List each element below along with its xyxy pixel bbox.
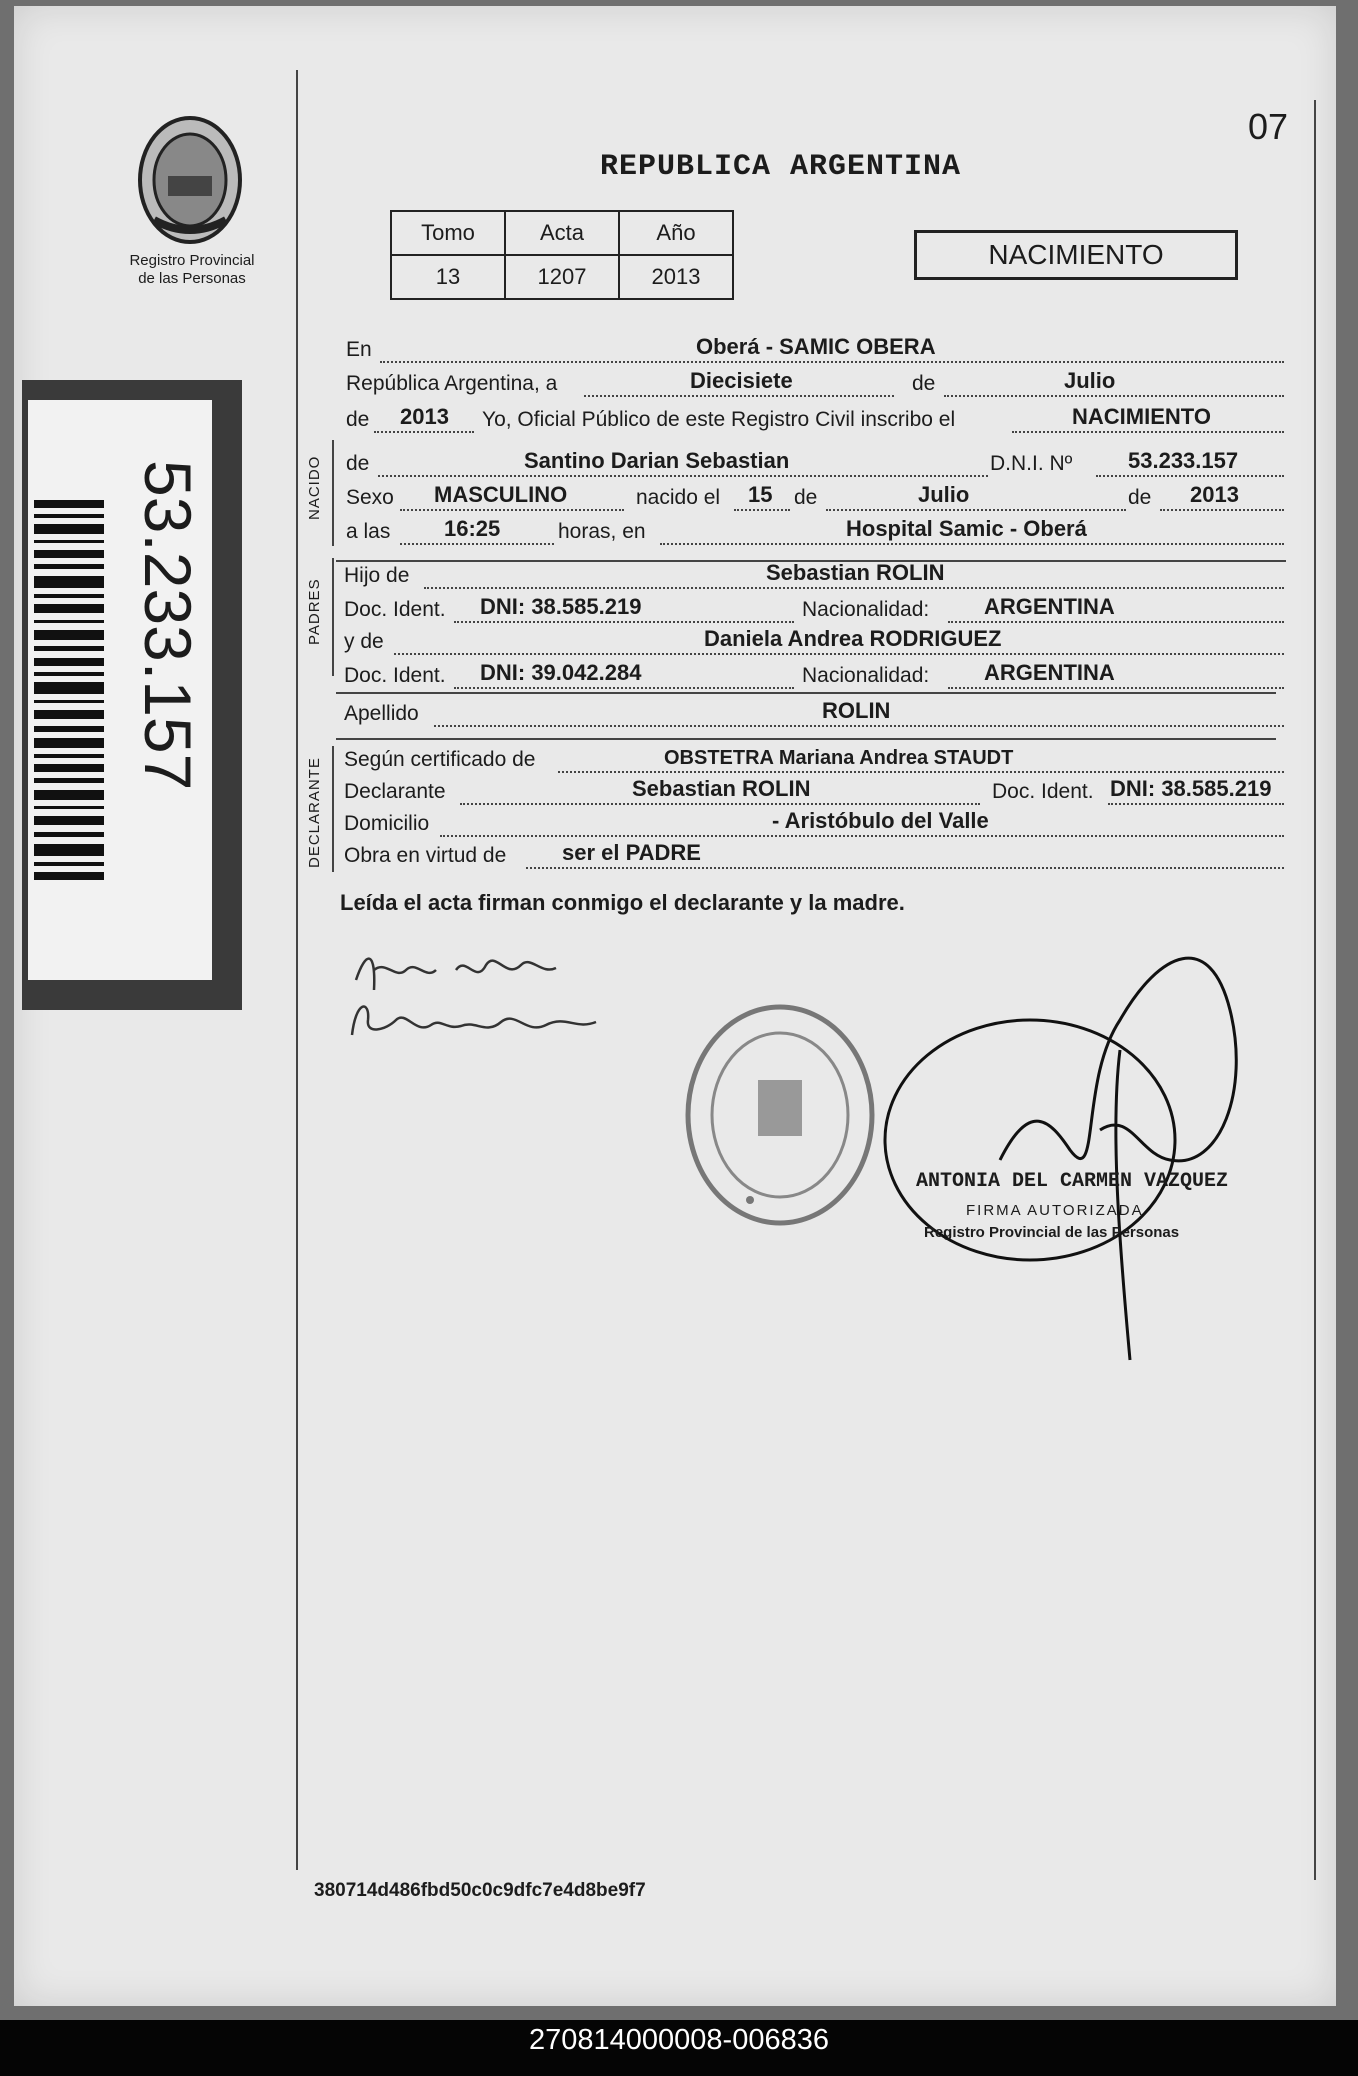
horas-en-label: horas, en: [558, 520, 646, 543]
en-label: En: [346, 338, 372, 361]
anio-header: Año: [619, 211, 733, 255]
domicilio-value: - Aristóbulo del Valle: [772, 808, 989, 833]
anio-value: 2013: [400, 404, 449, 429]
row-republica: [344, 368, 1284, 402]
handwritten-signature-icon: [346, 940, 626, 1050]
nombre-de-label: de: [346, 452, 370, 475]
row-declarante: [344, 776, 1284, 810]
en-value: Oberá - SAMIC OBERA: [696, 334, 936, 359]
madre-value: Daniela Andrea RODRIGUEZ: [704, 626, 1002, 651]
madre-doc-label: Doc. Ident.: [344, 664, 446, 687]
dia-value: Diecisiete: [690, 368, 793, 393]
certificado-value: OBSTETRA Mariana Andrea STAUDT: [664, 747, 1014, 769]
madre-nac-label: Nacionalidad:: [802, 664, 930, 687]
anio-value: 2013: [619, 255, 733, 299]
row-hijo-de: [344, 560, 1284, 594]
obra-label: Obra en virtud de: [344, 844, 507, 867]
official-name: ANTONIA DEL CARMEN VAZQUEZ: [916, 1170, 1229, 1193]
nac-de-label: de: [794, 486, 818, 509]
declarante-value: Sebastian ROLIN: [632, 776, 811, 801]
apellido-label: Apellido: [344, 702, 419, 725]
row-inscribo: [344, 404, 1284, 438]
section-nacido: NACIDO: [306, 455, 323, 520]
misiones-logo: [130, 110, 250, 250]
row-certificado: [344, 744, 1284, 778]
official-office: Registro Provincial de las Personas: [924, 1224, 1180, 1241]
page-number: 07: [1248, 106, 1289, 147]
barcode-label: [28, 400, 212, 980]
row-madre-dni: [344, 660, 1284, 694]
inscribo-label: Yo, Oficial Público de este Registro Civil inscribo el: [482, 408, 956, 431]
barcode-icon: [34, 500, 114, 900]
declarante-label: Declarante: [344, 780, 446, 803]
official-seal: [680, 1000, 880, 1230]
row-apellido: [344, 698, 1284, 732]
padre-doc-label: Doc. Ident.: [344, 598, 446, 621]
declarante-dni: DNI: 38.585.219: [1110, 776, 1272, 801]
row-sexo: [344, 482, 1284, 516]
dni-value: 53.233.157: [1128, 448, 1239, 473]
padre-value: Sebastian ROLIN: [766, 560, 945, 585]
document-code: 270814000008-006836: [529, 2024, 829, 2056]
nac-de2-label: de: [1128, 486, 1152, 509]
tomo-value: 13: [391, 255, 505, 299]
row-y-de: [344, 626, 1284, 660]
section-declarante: DECLARANTE: [306, 757, 323, 868]
official-signature: [880, 930, 1300, 1370]
apellido-divider: [336, 738, 1276, 740]
nombre-value: Santino Darian Sebastian: [524, 448, 790, 473]
hijo-de-label: Hijo de: [344, 564, 410, 587]
republica-label: República Argentina, a: [346, 372, 558, 395]
row-en: [344, 334, 1284, 368]
a-las-label: a las: [346, 520, 391, 543]
sexo-value: MASCULINO: [434, 482, 568, 507]
row-domicilio: [344, 808, 1284, 842]
y-de-label: y de: [344, 630, 384, 653]
declarant-signature: [346, 940, 626, 1050]
padre-dni: DNI: 38.585.219: [480, 594, 642, 619]
declarante-bracket: [332, 746, 334, 872]
official-signature-icon: [880, 930, 1300, 1370]
declarante-doc-label: Doc. Ident.: [992, 780, 1094, 803]
nacido-bracket: [332, 440, 334, 546]
mes-value: Julio: [1064, 368, 1116, 393]
document-hash: 380714d486fbd50c0c9dfc7e4d8be9f7: [314, 1880, 646, 1901]
row-hora: [344, 516, 1284, 550]
logo-caption-line1: Registro Provincial: [129, 252, 255, 269]
tomo-header: Tomo: [391, 211, 505, 255]
padre-nac: ARGENTINA: [984, 594, 1115, 619]
row-padre-dni: [344, 594, 1284, 628]
madre-nac: ARGENTINA: [984, 660, 1115, 685]
certificado-label: Según certificado de: [344, 748, 536, 771]
official-role: FIRMA AUTORIZADA: [966, 1202, 1144, 1219]
section-padres: PADRES: [306, 578, 323, 645]
document-title: REPUBLICA ARGENTINA: [600, 150, 962, 184]
de-label: de: [912, 372, 936, 395]
dni-label: D.N.I. Nº: [990, 452, 1073, 475]
closing-statement: Leída el acta firman conmigo el declarante y la madre.: [340, 890, 905, 915]
logo-caption: [112, 252, 272, 288]
hora-value: 16:25: [444, 516, 501, 541]
nacido-el-label: nacido el: [636, 486, 721, 509]
row-obra: [344, 840, 1284, 874]
padres-bracket: [332, 558, 334, 676]
nac-mes: Julio: [918, 482, 970, 507]
sexo-label: Sexo: [346, 486, 394, 509]
domicilio-label: Domicilio: [344, 812, 430, 835]
nac-dia: 15: [748, 482, 773, 507]
record-type-box: NACIMIENTO: [914, 230, 1238, 280]
acta-table: [390, 210, 734, 300]
seal-icon: [680, 1000, 880, 1230]
padre-nac-label: Nacionalidad:: [802, 598, 930, 621]
nac-anio: 2013: [1190, 482, 1239, 507]
logo-caption-line2: de las Personas: [138, 270, 246, 287]
lugar-value: Hospital Samic - Oberá: [846, 516, 1087, 541]
right-margin-line: [1314, 100, 1316, 1880]
row-nombre: [344, 448, 1284, 482]
left-margin-line: [296, 70, 298, 1870]
obra-value: ser el PADRE: [562, 840, 701, 865]
barcode-number: 53.233.157: [131, 460, 205, 791]
acta-header: Acta: [505, 211, 619, 255]
inscribo-value: NACIMIENTO: [1072, 404, 1211, 429]
acta-value: 1207: [505, 255, 619, 299]
de-anio-label: de: [346, 408, 370, 431]
padres-divider: [336, 692, 1276, 694]
apellido-value: ROLIN: [822, 698, 891, 723]
madre-dni: DNI: 39.042.284: [480, 660, 642, 685]
